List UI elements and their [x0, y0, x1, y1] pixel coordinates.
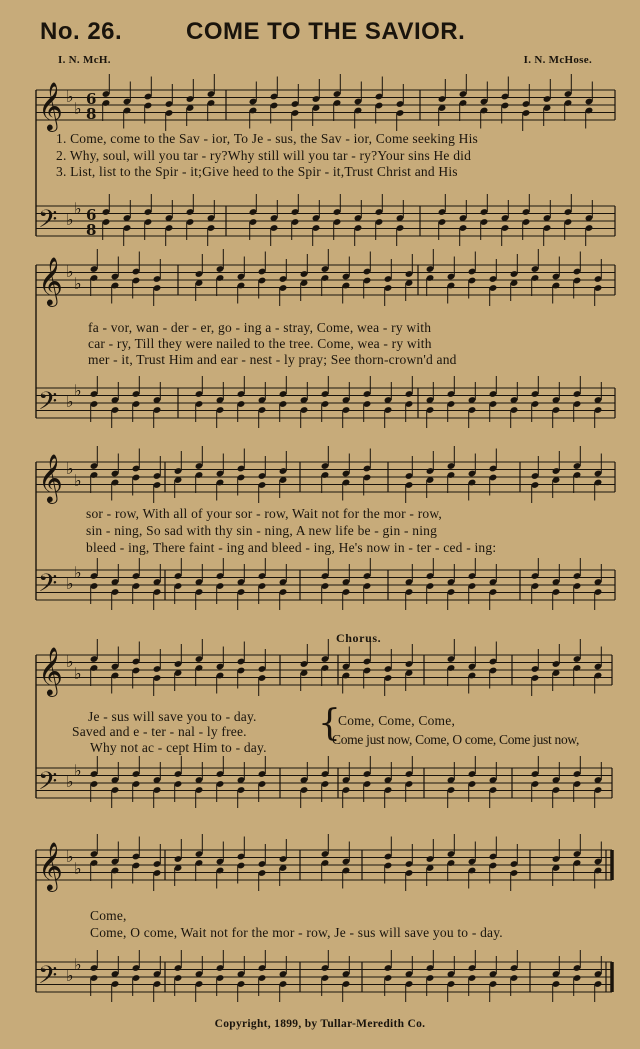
flat-sign: ♭: [74, 664, 82, 683]
flat-sign: ♭: [74, 761, 82, 780]
lyric-line: 3. List, list to the Spir - it;Give heed to the Spir - it,Trust Christ and His: [56, 164, 458, 179]
flat-sign: ♭: [66, 392, 74, 411]
flat-sign: ♭: [74, 859, 82, 878]
time-signature: 6: [86, 90, 97, 108]
flat-sign: ♭: [74, 199, 82, 218]
flat-sign: ♭: [66, 847, 74, 866]
bass-clef: 𝄢: [38, 569, 58, 604]
lyric-line: Saved and e - ter - nal - ly free.: [72, 724, 247, 739]
composer-credit: I. N. McHose.: [523, 54, 592, 66]
chorus-lyric-line: Come just now, Come, O come, Come just now,: [332, 732, 580, 747]
flat-sign: ♭: [66, 87, 74, 106]
time-signature: 6: [86, 206, 97, 224]
bass-clef: 𝄢: [38, 205, 58, 240]
treble-clef: 𝄞: [38, 256, 63, 305]
chorus-label: Chorus.: [336, 631, 382, 645]
flat-sign: ♭: [66, 262, 74, 281]
flat-sign: ♭: [74, 471, 82, 490]
lyric-line: mer - it, Trust Him and ear - nest - ly pray; See thorn-crown'd and: [88, 352, 457, 367]
flat-sign: ♭: [66, 574, 74, 593]
time-signature: 8: [86, 105, 97, 123]
lyric-line: fa - vor, wan - der - er, go - ing a - stray, Come, wea - ry with: [88, 320, 432, 335]
treble-clef: 𝄞: [38, 453, 63, 502]
treble-clef: 𝄞: [38, 81, 63, 130]
flat-sign: ♭: [66, 966, 74, 985]
hymn-title: COME TO THE SAVIOR.: [186, 18, 466, 45]
bass-clef: 𝄢: [38, 961, 58, 996]
flat-sign: ♭: [74, 274, 82, 293]
chorus-lyric-line: Come, Come, Come,: [338, 713, 456, 728]
lyric-line: Je - sus will save you to - day.: [88, 709, 257, 724]
lyric-line: sin - ning, So sad with thy sin - ning, A new life be - gin - ning: [86, 523, 438, 538]
lyric-line: Come,: [90, 908, 127, 923]
flat-sign: ♭: [66, 772, 74, 791]
bass-clef: 𝄢: [38, 387, 58, 422]
lyric-line: 1. Come, come to the Sav - ior, To Je - sus, the Sav - ior, Come seeking His: [56, 131, 478, 146]
lyric-line: Come, O come, Wait not for the mor - row, Je - sus will save you to - day.: [90, 925, 503, 940]
lyric-line: sor - row, With all of your sor - row, Wait not for the mor - row,: [86, 506, 442, 521]
flat-sign: ♭: [66, 652, 74, 671]
flat-sign: ♭: [74, 381, 82, 400]
lyricist-credit: I. N. McH.: [58, 54, 111, 66]
flat-sign: ♭: [74, 563, 82, 582]
bass-clef: 𝄢: [38, 767, 58, 802]
flat-sign: ♭: [66, 210, 74, 229]
lyric-line: car - ry, Till they were nailed to the tree. Come, wea - ry with: [88, 336, 432, 351]
lyric-line: Why not ac - cept Him to - day.: [90, 740, 267, 755]
flat-sign: ♭: [74, 99, 82, 118]
hymn-number: No. 26.: [40, 18, 123, 45]
flat-sign: ♭: [74, 955, 82, 974]
treble-clef: 𝄞: [38, 646, 63, 695]
lyric-line: 2. Why, soul, will you tar - ry?Why still will you tar - ry?Your sins He did: [56, 148, 472, 163]
lyric-line: bleed - ing, There faint - ing and bleed - ing, He's now in - ter - ced - ing:: [86, 540, 497, 555]
flat-sign: ♭: [66, 459, 74, 478]
treble-clef: 𝄞: [38, 841, 63, 890]
time-signature: 8: [86, 221, 97, 239]
verse-brace: {: [318, 703, 341, 744]
copyright-notice: Copyright, 1899, by Tullar-Meredith Co.: [214, 1018, 426, 1030]
